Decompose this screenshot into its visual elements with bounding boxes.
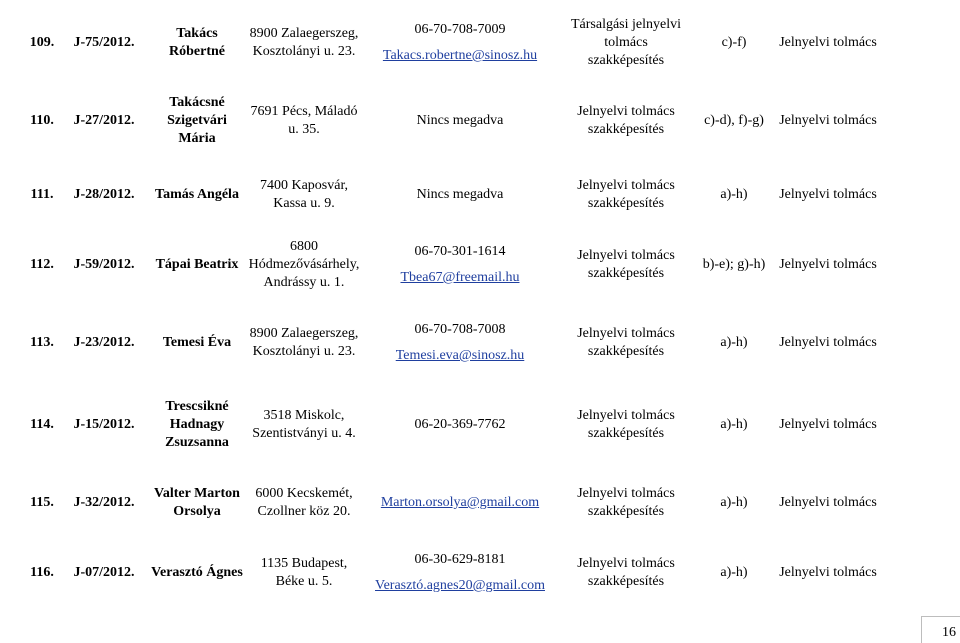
address [244, 388, 364, 462]
interpreter-name [150, 158, 244, 232]
address-line: 6800 [290, 239, 318, 254]
qualification-line: szakképesítés [587, 504, 665, 519]
table-row [0, 388, 960, 462]
email-link[interactable]: Takacs.robertne@sinosz.hu [382, 48, 538, 63]
specialization [772, 466, 884, 540]
interpreter-name [150, 388, 244, 462]
table-row [0, 306, 960, 380]
interpreter-name [150, 466, 244, 540]
phone-number: 06-70-708-7009 [414, 22, 506, 37]
qualification-line: szakképesítés [587, 122, 665, 137]
row-number-text: 115. [30, 495, 54, 510]
competence-scope [696, 306, 772, 380]
qualification [556, 466, 696, 540]
address-line: 1135 Budapest, [260, 556, 348, 571]
registration-code [60, 536, 148, 610]
specialization [772, 306, 884, 380]
email-link[interactable]: Temesi.eva@sinosz.hu [395, 348, 525, 363]
qualification [556, 306, 696, 380]
interpreter-name-line: Takácsné [169, 95, 225, 110]
contact-not-provided: Nincs megadva [416, 113, 504, 128]
specialization-text: Jelnyelvi tolmács [779, 495, 877, 510]
page-number: 16 [942, 625, 956, 640]
interpreter-name-line: Takács [176, 26, 218, 41]
interpreter-name-line: Temesi Éva [162, 335, 232, 350]
qualification-line: szakképesítés [587, 53, 665, 68]
qualification-line: Jelnyelvi tolmács [577, 326, 675, 341]
registration-code [60, 6, 148, 80]
qualification-line: tolmács [604, 35, 648, 50]
address-line: Czollner köz 20. [257, 504, 351, 519]
address-line: Kassa u. 9. [273, 196, 335, 211]
competence-scope-text: a)-h) [720, 495, 748, 510]
competence-scope [696, 6, 772, 80]
registration-code [60, 158, 148, 232]
address-line: Szentistványi u. 4. [252, 426, 356, 441]
row-number [18, 84, 66, 158]
row-number-text: 112. [30, 257, 54, 272]
interpreter-name-line: Verasztó Ágnes [151, 565, 243, 580]
registration-code-text: J-23/2012. [73, 335, 135, 350]
address [244, 6, 364, 80]
interpreter-name [150, 228, 244, 302]
contact-info [370, 388, 550, 462]
qualification [556, 158, 696, 232]
registration-code-text: J-28/2012. [73, 187, 135, 202]
qualification [556, 388, 696, 462]
qualification-line: Jelnyelvi tolmács [577, 104, 675, 119]
address [244, 466, 364, 540]
specialization-text: Jelnyelvi tolmács [779, 257, 877, 272]
row-number [18, 228, 66, 302]
row-number [18, 388, 66, 462]
interpreter-name-line: Trescsikné [165, 399, 229, 414]
phone-number: 06-30-629-8181 [414, 552, 506, 567]
specialization-text: Jelnyelvi tolmács [779, 113, 877, 128]
competence-scope-text: a)-h) [720, 187, 748, 202]
qualification-line: szakképesítés [587, 426, 665, 441]
interpreter-name [150, 536, 244, 610]
interpreter-name-line: Róbertné [169, 44, 225, 59]
row-number [18, 466, 66, 540]
interpreter-name-line: Hadnagy [169, 417, 225, 432]
specialization-text: Jelnyelvi tolmács [779, 565, 877, 580]
interpreter-name-line: Tápai Beatrix [155, 257, 239, 272]
table-row [0, 466, 960, 540]
qualification-line: Jelnyelvi tolmács [577, 248, 675, 263]
address-line: 8900 Zalaegerszeg, [249, 26, 359, 41]
row-number [18, 158, 66, 232]
qualification-line: szakképesítés [587, 266, 665, 281]
interpreter-name [150, 306, 244, 380]
competence-scope-text: a)-h) [720, 417, 748, 432]
qualification [556, 536, 696, 610]
address-line: 3518 Miskolc, [263, 408, 345, 423]
qualification-line: Jelnyelvi tolmács [577, 486, 675, 501]
interpreter-name-line: Valter Marton [154, 486, 240, 501]
registration-code [60, 466, 148, 540]
competence-scope [696, 84, 772, 158]
registration-code [60, 388, 148, 462]
qualification-line: Jelnyelvi tolmács [577, 408, 675, 423]
competence-scope-text: a)-h) [720, 335, 748, 350]
address [244, 84, 364, 158]
competence-scope [696, 466, 772, 540]
row-number-text: 116. [30, 565, 54, 580]
email-link[interactable]: Tbea67@freemail.hu [400, 270, 520, 285]
row-number [18, 6, 66, 80]
table-row [0, 536, 960, 610]
specialization-text: Jelnyelvi tolmács [779, 335, 877, 350]
competence-scope [696, 536, 772, 610]
interpreter-name [150, 84, 244, 158]
contact-info [370, 84, 550, 158]
qualification-line: Jelnyelvi tolmács [577, 178, 675, 193]
registration-code-text: J-75/2012. [73, 35, 135, 50]
competence-scope-text: b)-e); g)-h) [702, 257, 766, 272]
row-number-text: 113. [30, 335, 54, 350]
row-number-text: 110. [30, 113, 54, 128]
address-line: 7691 Pécs, Máladó [250, 104, 358, 119]
table-row [0, 158, 960, 232]
row-number [18, 306, 66, 380]
address [244, 536, 364, 610]
address-line: Hódmezővásárhely, [248, 257, 360, 272]
address [244, 306, 364, 380]
contact-info [370, 466, 550, 540]
interpreter-name-line: Tamás Angéla [155, 187, 239, 202]
registration-code-text: J-59/2012. [73, 257, 135, 272]
phone-number: 06-70-708-7008 [414, 322, 506, 337]
qualification [556, 228, 696, 302]
row-number [18, 536, 66, 610]
specialization-text: Jelnyelvi tolmács [779, 187, 877, 202]
address-line: Kosztolányi u. 23. [252, 44, 356, 59]
address [244, 158, 364, 232]
competence-scope [696, 158, 772, 232]
specialization [772, 84, 884, 158]
registration-code-text: J-15/2012. [73, 417, 135, 432]
contact-info [370, 536, 550, 610]
address [244, 228, 364, 302]
registration-code-text: J-32/2012. [73, 495, 135, 510]
table-row [0, 6, 960, 80]
address-line: Kosztolányi u. 23. [252, 344, 356, 359]
row-number-text: 109. [29, 35, 55, 50]
qualification-line: szakképesítés [587, 196, 665, 211]
specialization-text: Jelnyelvi tolmács [779, 417, 877, 432]
interpreter-name-line: Orsolya [173, 504, 221, 519]
registration-code [60, 306, 148, 380]
phone-number: 06-70-301-1614 [414, 244, 506, 259]
address-line: Béke u. 5. [275, 574, 333, 589]
address-line: u. 35. [288, 122, 320, 137]
table-row [0, 228, 960, 302]
specialization [772, 536, 884, 610]
contact-info [370, 158, 550, 232]
contact-info [370, 6, 550, 80]
table-row [0, 84, 960, 158]
specialization [772, 388, 884, 462]
contact-info [370, 228, 550, 302]
competence-scope-text: a)-h) [720, 565, 748, 580]
specialization-text: Jelnyelvi tolmács [779, 35, 877, 50]
email-link[interactable]: Verasztó.agnes20@gmail.com [375, 578, 545, 593]
qualification-line: Jelnyelvi tolmács [577, 556, 675, 571]
row-number-text: 111. [30, 187, 54, 202]
row-number-text: 114. [30, 417, 54, 432]
competence-scope-text: c)-f) [721, 35, 747, 50]
registration-code-text: J-27/2012. [73, 113, 135, 128]
registration-code-text: J-07/2012. [73, 565, 135, 580]
competence-scope [696, 388, 772, 462]
competence-scope-text: c)-d), f)-g) [704, 113, 764, 128]
address-line: 8900 Zalaegerszeg, [249, 326, 359, 341]
qualification [556, 6, 696, 80]
interpreter-name [150, 6, 244, 80]
specialization [772, 6, 884, 80]
contact-info [370, 306, 550, 380]
registration-code [60, 84, 148, 158]
competence-scope [696, 228, 772, 302]
interpreter-name-line: Szigetvári [167, 113, 227, 128]
qualification-line: szakképesítés [587, 574, 665, 589]
interpreter-name-line: Mária [178, 131, 216, 146]
address-line: 7400 Kaposvár, [259, 178, 349, 193]
qualification [556, 84, 696, 158]
specialization [772, 228, 884, 302]
qualification-line: Társalgási jelnyelvi [570, 17, 682, 32]
address-line: Andrássy u. 1. [263, 275, 345, 290]
registration-code [60, 228, 148, 302]
address-line: 6000 Kecskemét, [255, 486, 353, 501]
email-link[interactable]: Marton.orsolya@gmail.com [380, 495, 540, 510]
contact-not-provided: Nincs megadva [416, 187, 504, 202]
interpreter-name-line: Zsuzsanna [165, 435, 229, 450]
phone-number: 06-20-369-7762 [414, 417, 506, 432]
qualification-line: szakképesítés [587, 344, 665, 359]
specialization [772, 158, 884, 232]
